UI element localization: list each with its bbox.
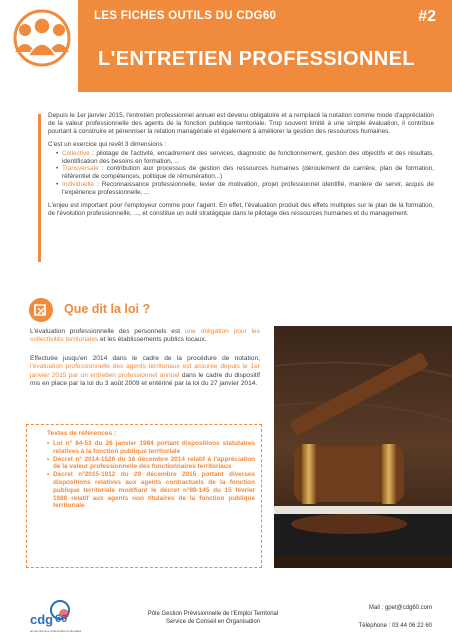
dimensions-list	[48, 150, 434, 197]
footer-phone: Téléphone : 03 44 06 22 60	[358, 623, 432, 629]
sheet-number: #2	[418, 8, 436, 25]
list-item: • Transversale : contribution aux processus de gestion des ressources humaines (déroulement de carrière, plan de formation, référentiel de compétences, politique de rémunération...)	[56, 165, 434, 181]
section-title: Que dit la loi ?	[64, 302, 151, 316]
list-item: • Décret n°2015-1912 du 29 décembre 2015 portant diverses dispositions relatives aux agents contractuels de la fonction publique territoriale modifiant le décret n°88-145 du 15 février 1988 relatif aux agents non titulaires de la fonction publique territoriale	[47, 471, 255, 510]
law-section-icon	[26, 296, 56, 324]
intro-paragraph-3: L'enjeu est important pour l'employeur comme pour l'agent. En effet, l'évaluation produit des effets multiples sur le plan de la formation, de l'évolution professionnelle, ..., et constitue un outil stratégique dans le pilotage des ressources humaines et du management.	[48, 202, 434, 217]
intro-text	[48, 112, 434, 223]
list-item: • Collective : pilotage de l'activité, encadrement des services, diagnostic de fonctionnement, gestion des objectifs et des résultats, identification des besoins en formation, ...	[56, 150, 434, 166]
law-paragraph-1: L'évaluation professionnelle des personnels est une obligation pour les collectivités territoriales et les établissements publics locaux.	[30, 328, 260, 344]
intro-paragraph-2: C'est un exercice qui revêt 3 dimensions :	[48, 140, 167, 148]
list-item: • Individuelle : Reconnaissance professionnelle, levier de motivation, projet professionnel identifié, manière de servir, acquis de l'expérience professionnelle, ...	[56, 181, 434, 197]
svg-text:cdg: cdg	[30, 612, 54, 627]
list-item: • Loi n° 84-53 du 26 janvier 1984 portant dispositions statutaires relatives à la fonction publique territoriale	[47, 440, 255, 456]
footer-mail: Mail : gpet@cdg60.com	[368, 605, 432, 611]
intro-paragraph-1: Depuis le 1er janvier 2015, l'entretien professionnel annuel est devenu obligatoire et a remplacé la notation comme mode d'appréciation de la valeur professionnelle des agents de la fonction publique territoriale. Trop souvent limité à une simple évaluation, il contribue pourtant à construire et pérenniser la relation managériale et également à améliorer la gestion des ressources humaines.	[48, 112, 434, 135]
page-title: L'ENTRETIEN PROFESSIONNEL	[98, 48, 416, 70]
team-icon	[10, 8, 74, 68]
footer-line-2: Service de Conseil en Organisation	[165, 619, 261, 625]
law-paragraph-2: Effectuée jusqu'en 2014 dans le cadre de la procédure de notation, l'évaluation professionnelle des agents territoriaux est assurée depuis le 1er janvier 2015 par un entretien professionnel annuel dans le cadre du dispositif mis en place par la loi du 3 août 2009 et entériné par la loi du 27 janvier 2014.	[30, 354, 260, 388]
svg-text:60: 60	[55, 613, 68, 625]
references-title: Textes de références :	[47, 430, 117, 437]
references-list	[33, 440, 255, 510]
gavel-photo	[274, 326, 452, 568]
svg-text:au service des collectivités t: au service des collectivités territoriales	[30, 629, 82, 633]
footer-line-1: Pôle Gestion Prévisionnelle de l'Emploi Territorial	[147, 611, 279, 617]
list-item: • Décret n° 2014-1526 du 16 décembre 2014 relatif à l'appréciation de la valeur professionnelle des fonctionnaires territoriaux	[47, 456, 255, 472]
references-box	[26, 424, 262, 568]
cdg60-logo	[28, 598, 82, 636]
series-title: LES FICHES OUTILS DU CDG60	[94, 10, 277, 22]
law-text	[30, 328, 260, 398]
footer-service	[108, 610, 318, 626]
intro-accent-bar	[38, 114, 41, 262]
